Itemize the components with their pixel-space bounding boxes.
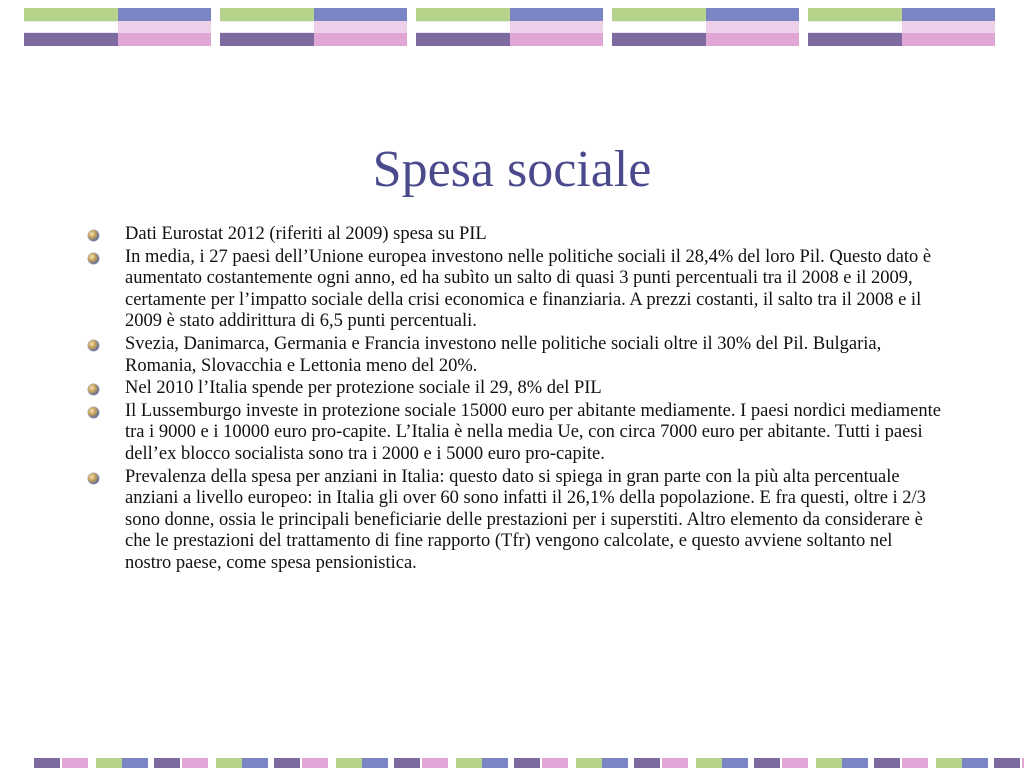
bottom-stripe-segment: [576, 758, 602, 768]
top-decorative-band: [0, 0, 1024, 56]
bottom-stripe-segment: [962, 758, 988, 768]
bottom-stripe-segment: [602, 758, 628, 768]
decorative-stripe-block: [612, 8, 799, 46]
bottom-stripe-segment: [662, 758, 688, 768]
bullet-text: Dati Eurostat 2012 (riferiti al 2009) spesa su PIL: [125, 224, 487, 244]
bullet-item: [88, 401, 943, 466]
bottom-stripe-segment: [902, 758, 928, 768]
bottom-stripe-segment: [842, 758, 868, 768]
bottom-stripe-segment: [242, 758, 268, 768]
bottom-decorative-band: [0, 758, 1024, 768]
bullet-item: [88, 224, 943, 246]
bottom-stripe-segment: [936, 758, 962, 768]
bottom-stripe-segment: [362, 758, 388, 768]
bullet-icon: [88, 340, 99, 351]
bottom-stripe-segment: [754, 758, 780, 768]
bottom-stripe-segment: [394, 758, 420, 768]
bottom-stripe-segment: [422, 758, 448, 768]
bullet-icon: [88, 473, 99, 484]
bottom-stripe-segment: [34, 758, 60, 768]
decorative-stripe-block: [416, 8, 603, 46]
bottom-stripe-segment: [96, 758, 122, 768]
bottom-stripe-segment: [634, 758, 660, 768]
bottom-stripe-segment: [782, 758, 808, 768]
bottom-stripe-segment: [216, 758, 242, 768]
bottom-stripe-segment: [336, 758, 362, 768]
bottom-stripe-segment: [122, 758, 148, 768]
bullet-icon: [88, 253, 99, 264]
bullet-text: Svezia, Danimarca, Germania e Francia investono nelle politiche sociali oltre il 30% del Pil. Bulgaria, Romania, Slovacchia e Lettonia meno del 20%.: [125, 333, 882, 376]
bottom-stripe-segment: [62, 758, 88, 768]
bullet-text: Nel 2010 l’Italia spende per protezione sociale il 29, 8% del PIL: [125, 378, 602, 399]
bullet-item: [88, 247, 943, 333]
bottom-stripe-segment: [514, 758, 540, 768]
decorative-stripe-block: [808, 8, 995, 46]
bullet-text: Il Lussemburgo investe in protezione sociale 15000 euro per abitante mediamente. I paesi nordici mediamente tra i 9000 e i 10000 euro pro-capite. L’Italia è nella media Ue, con circa 7000 euro per abitante. Tutti i paesi dell’ex blocco socialista sono tra i 2000 e i 5000 euro pro-capite.: [125, 400, 941, 464]
bullet-text: In media, i 27 paesi dell’Unione europea investono nelle politiche sociali il 28,4% del loro Pil. Questo dato è aumentato costantemente ogni anno, ed ha subìto un salto di quasi 3 punti percentuali tra il 2008 e il 2009, certamente per l’impatto sociale della crisi economica e finanziaria. A prezzi costanti, il salto tra il 2008 e il 2009 è stato addirittura di 6,5 punti percentuali.: [125, 246, 932, 332]
bullet-icon: [88, 230, 99, 241]
bullet-icon: [88, 384, 99, 395]
bottom-stripe-segment: [816, 758, 842, 768]
bottom-stripe-segment: [482, 758, 508, 768]
bullet-item: [88, 334, 943, 377]
slide-title: Spesa sociale: [372, 140, 652, 198]
bottom-stripe-segment: [154, 758, 180, 768]
bottom-stripe-segment: [302, 758, 328, 768]
bullet-item: [88, 378, 943, 400]
bullet-text: Prevalenza della spesa per anziani in Italia: questo dato si spiega in gran parte con la più alta percentuale anziani a livello europeo: in Italia gli over 60 sono infatti il 26,1% della popolazione. E fra questi, oltre i 2/3 sono donne, ossia le principali beneficiarie delle prestazioni per i superstiti. Altro elemento da considerare è che le prestazioni del trattamento di fine rapporto (Tfr) vengono calcolate, e questo avviene soltanto nel nostro paese, come spesa pensionistica.: [125, 466, 926, 573]
bottom-stripe-segment: [696, 758, 722, 768]
bullet-icon: [88, 407, 99, 418]
bottom-stripe-segment: [274, 758, 300, 768]
decorative-stripe-block: [220, 8, 407, 46]
bottom-stripe-segment: [182, 758, 208, 768]
bottom-stripe-segment: [994, 758, 1020, 768]
bullet-list: [88, 224, 943, 576]
bottom-stripe-segment: [456, 758, 482, 768]
bullet-item: [88, 467, 943, 575]
decorative-stripe-block: [24, 8, 211, 46]
bottom-stripe-segment: [542, 758, 568, 768]
bottom-stripe-segment: [874, 758, 900, 768]
bottom-stripe-segment: [722, 758, 748, 768]
